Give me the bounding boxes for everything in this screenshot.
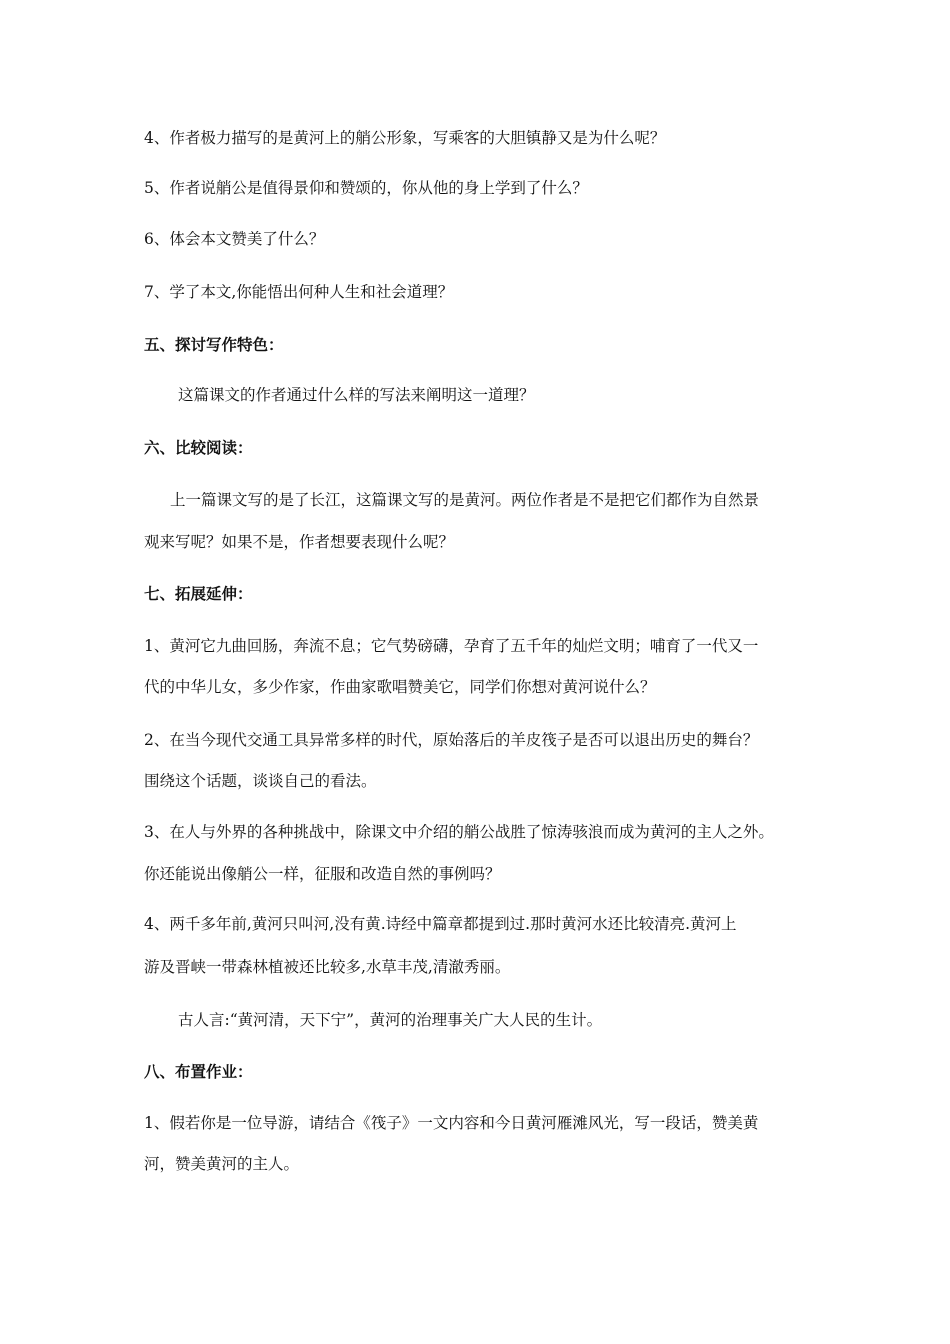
section-7-item-3-line-2: 你还能说出像艄公一样，征服和改造自然的事例吗？ [144,865,501,883]
section-5-text: 这篇课文的作者通过什么样的写法来阐明这一道理？ [178,386,535,404]
section-7-quote: 古人言:“黄河清，天下宁”，黄河的治理事关广大人民的生计。 [178,1011,603,1029]
question-6: 6、体会本文赞美了什么？ [144,230,325,248]
section-7-item-1-line-1: 1、黄河它九曲回肠，奔流不息；它气势磅礴，孕育了五千年的灿烂文明；哺育了一代又一 [144,637,759,655]
section-7-item-2-line-1: 2、在当今现代交通工具异常多样的时代，原始落后的羊皮筏子是否可以退出历史的舞台？ [144,731,759,749]
question-5: 5、作者说艄公是值得景仰和赞颂的，你从他的身上学到了什么？ [144,179,588,197]
section-7-heading: 七、拓展延伸： [144,585,253,603]
section-8-heading: 八、布置作业： [144,1063,253,1081]
section-7-item-4-line-2: 游及晋峡一带森林植被还比较多,水草丰茂,清澈秀丽。 [144,958,511,976]
section-6-heading: 六、比较阅读： [144,439,253,457]
section-6-line-2: 观来写呢？如果不是，作者想要表现什么呢？ [144,533,455,551]
question-7: 7、学了本文,你能悟出何种人生和社会道理？ [144,283,454,301]
section-8-item-1-line-1: 1、假若你是一位导游，请结合《筏子》一文内容和今日黄河雁滩风光，写一段话，赞美黄 [144,1114,759,1132]
section-8-item-1-line-2: 河，赞美黄河的主人。 [144,1155,300,1173]
question-4: 4、作者极力描写的是黄河上的艄公形象，写乘客的大胆镇静又是为什么呢？ [144,129,666,147]
section-7-item-1-line-2: 代的中华儿女，多少作家，作曲家歌唱赞美它，同学们你想对黄河说什么？ [144,678,656,696]
section-7-item-3-line-1: 3、在人与外界的各种挑战中，除课文中介绍的艄公战胜了惊涛骇浪而成为黄河的主人之外。 [144,823,774,841]
section-7-item-4-line-1: 4、两千多年前,黄河只叫河,没有黄.诗经中篇章都提到过.那时黄河水还比较清亮.黄河上 [144,915,737,933]
section-7-item-2-line-2: 围绕这个话题，谈谈自己的看法。 [144,772,377,790]
section-5-heading: 五、探讨写作特色： [144,336,284,354]
section-6-line-1: 上一篇课文写的是了长江，这篇课文写的是黄河。两位作者是不是把它们都作为自然景 [170,491,760,509]
